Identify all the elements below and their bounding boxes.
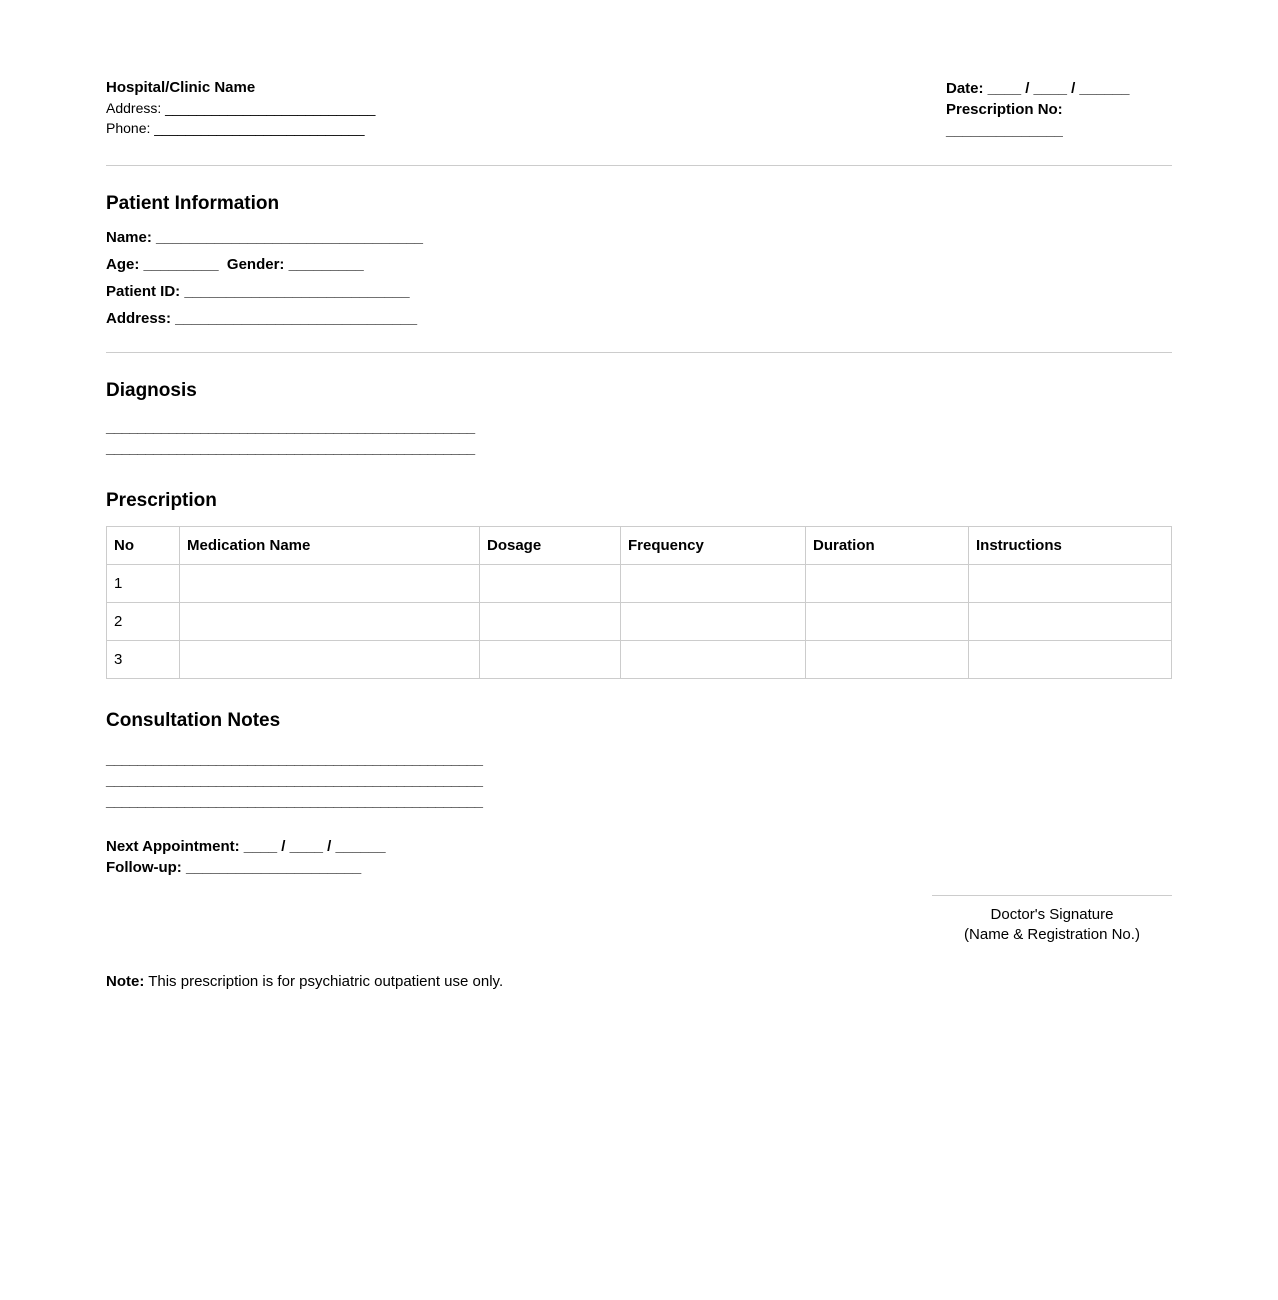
clinic-address-field: Address: ___________________________ [106, 100, 376, 116]
section-title: Consultation Notes [106, 710, 281, 731]
next-appointment-field: Next Appointment: ____ / ____ / ______ [106, 838, 386, 855]
follow-up-field: Follow-up: _____________________ [106, 859, 362, 876]
cell-duration [806, 603, 969, 641]
blank-line: ________________________________________________ [106, 793, 483, 810]
clinic-phone-field: Phone: ___________________________ [106, 120, 365, 136]
appointment-section [106, 836, 1172, 878]
diagnosis-lines [106, 417, 1172, 459]
medication-table [106, 526, 1172, 679]
cell-frequency [621, 565, 806, 603]
consultation-notes-section [106, 709, 1172, 812]
section-title: Diagnosis [106, 380, 197, 401]
prescription-form [106, 78, 1172, 990]
table-header-row [107, 527, 1172, 565]
cell-dosage [480, 641, 621, 679]
cell-no: 2 [107, 603, 180, 641]
cell-frequency [621, 603, 806, 641]
diagnosis-section [106, 379, 1172, 459]
age-gender-field: Age: _________ Gender: _________ [106, 256, 364, 273]
cell-medication-name [180, 565, 480, 603]
column-header-no: No [107, 527, 180, 565]
note-text: This prescription is for psychiatric outpatient use only. [144, 973, 504, 990]
column-header-duration: Duration [806, 527, 969, 565]
patient-information-section [106, 192, 1172, 332]
signature-line [932, 895, 1172, 896]
column-header-frequency: Frequency [621, 527, 806, 565]
cell-medication-name [180, 641, 480, 679]
cell-medication-name [180, 603, 480, 641]
blank-line: _______________________________________________ [106, 440, 475, 457]
note-label: Note: [106, 973, 145, 990]
column-header-instructions: Instructions [969, 527, 1172, 565]
blank-line: _______________________________________________ [106, 419, 475, 436]
cell-duration [806, 565, 969, 603]
clinic-name: Hospital/Clinic Name [106, 79, 256, 96]
patient-address-field: Address: _____________________________ [106, 310, 418, 327]
form-header [106, 78, 1172, 142]
cell-dosage [480, 565, 621, 603]
column-header-medication-name: Medication Name [180, 527, 480, 565]
section-title: Prescription [106, 490, 217, 511]
cell-instructions [969, 565, 1172, 603]
section-title: Patient Information [106, 193, 280, 214]
footer-note [106, 973, 503, 990]
cell-dosage [480, 603, 621, 641]
prescription-no-field: Prescription No: ______________ [946, 101, 1063, 139]
column-header-dosage: Dosage [480, 527, 621, 565]
prescription-section [106, 489, 1172, 679]
cell-duration [806, 641, 969, 679]
cell-no: 1 [107, 565, 180, 603]
cell-no: 3 [107, 641, 180, 679]
signature-sublabel: (Name & Registration No.) [964, 926, 1140, 943]
clinic-info [106, 78, 375, 142]
table-row [107, 641, 1172, 679]
date-field: Date: ____ / ____ / ______ [946, 80, 1130, 97]
signature-label: Doctor's Signature [990, 906, 1114, 923]
table-row [107, 603, 1172, 641]
blank-line: ________________________________________________ [106, 772, 483, 789]
prescription-meta [946, 78, 1172, 142]
divider [106, 352, 1172, 353]
blank-line: ________________________________________________ [106, 751, 483, 768]
patient-id-field: Patient ID: ___________________________ [106, 283, 410, 300]
divider [106, 165, 1172, 166]
cell-frequency [621, 641, 806, 679]
doctor-signature-block [932, 895, 1172, 945]
cell-instructions [969, 641, 1172, 679]
cell-instructions [969, 603, 1172, 641]
notes-lines [106, 749, 1172, 812]
patient-name-field: Name: ________________________________ [106, 229, 423, 246]
table-row [107, 565, 1172, 603]
